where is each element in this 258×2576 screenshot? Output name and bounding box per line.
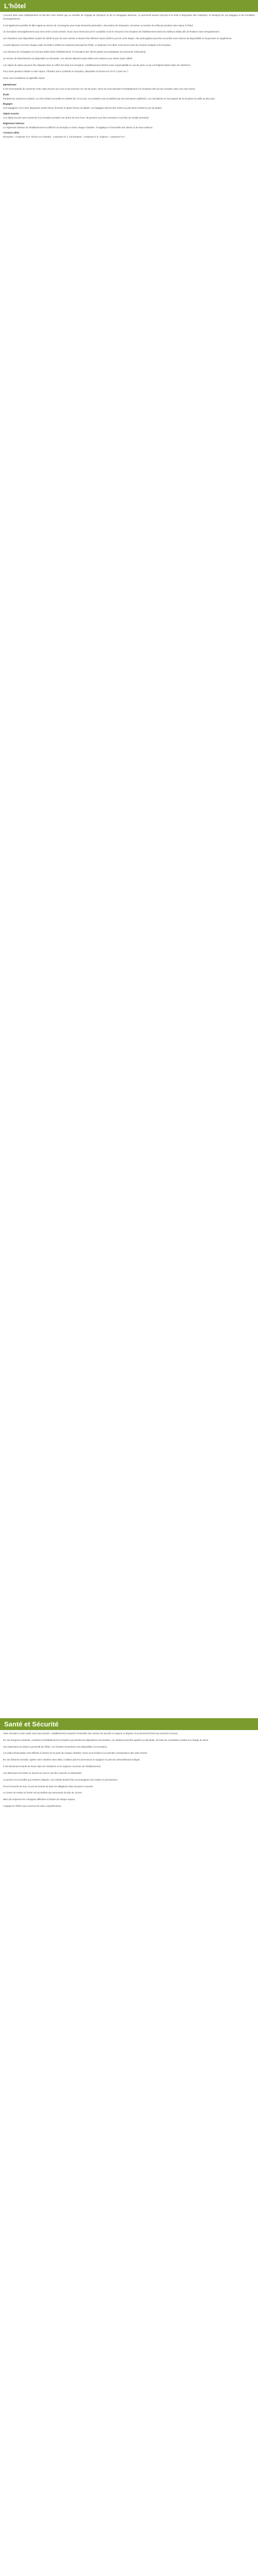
section-sante [0, 1718, 258, 2576]
contacts-heading: Contacts utiles [3, 131, 20, 134]
sante-text-block [0, 1732, 258, 2576]
sante-paragraph: Les plans d'évacuation sont affichés à l'arrière de la porte de chaque chambre. Nous vous invitons à en prendre connaissance dès votre arrivée. [3, 1752, 148, 1755]
sante-paragraph: En cas d'alarme incendie, quittez votre chambre sans délai, n'utilisez pas les ascenseurs et rejoignez le point de rassemblement indiqué. [3, 1758, 140, 1761]
sante-paragraph: Les détecteurs de fumée ne doivent en aucun cas être couverts ou désactivés. [3, 1771, 83, 1774]
hotel-paragraph: Un service de blanchisserie est disponible sur demande. Les articles déposés avant 9h00 sont rendus le jour même avant 18h00. [3, 57, 133, 60]
important-text: Il est recommandé de conserver votre carte d'accès sur vous à tout moment. En cas de perte, merci de vous adresser immédiatement à la réception afin qu'une nouvelle carte vous soit remise. [3, 87, 196, 90]
hotel-paragraph: Pour toute question relative à votre séjour, n'hésitez pas à contacter la réception, disponible 24 heures sur 24 et 7 jours sur 7. [3, 70, 129, 73]
hotel-paragraph: Les objets de valeur peuvent être déposés dans le coffre-fort situé à la réception. L'établissement décline toute responsabilité en cas de perte ou de vol d'objets laissés dans les chambres. [3, 63, 191, 66]
hotel-paragraph: Les animaux de compagnie ne sont pas admis dans l'établissement, à l'exception des chiens guides accompagnant une personne malvoyante. [3, 50, 147, 53]
sante-paragraph: Pour la sécurité de tous, le port du bonnet de bain est obligatoire dans la piscine couverte. [3, 1785, 94, 1788]
rules-text: Le règlement intérieur de l'établissement est affiché à la réception et dans chaque chambre. Il s'applique à l'ensemble des clients et de leurs visiteurs. [3, 126, 153, 129]
hotel-paragraph: Il est également possible de faire appel au service de conciergerie pour toute demande particulière, réservation de restaurant, excursion ou location de véhicule pendant votre séjour à l'hôtel. [3, 24, 194, 27]
lost-found-heading: Objets trouvés [3, 112, 19, 115]
lost-found-text: Les objets trouvés sont conservés à la réception pendant une durée de trois mois. Ils peuvent vous être renvoyés à vos frais sur simple demande. [3, 116, 150, 119]
hotel-text-block [0, 14, 258, 1714]
sante-paragraph: En cas d'urgence médicale, contactez immédiatement la réception qui prendra les dispositions nécessaires. Un médecin peut être appelé sur demande, les frais de consultation restant à la charge du client. [3, 1738, 209, 1741]
bagages-text: Une bagagerie est à votre disposition avant l'heure d'arrivée et après l'heure de départ. Les bagages doivent être retirés au plus tard à 22h00 le jour du départ. [3, 107, 163, 110]
ecole-text: Pendant les vacances scolaires, un club enfants accueille les enfants de 4 à 12 ans. Les activités sont encadrées par des animateurs diplômés. Les inscriptions se font auprès de la réception la veille au plus tard. [3, 97, 215, 100]
hotel-section-title: L'hôtel [0, 0, 258, 12]
contacts-text: Réception : composez le 9. Service en chambre : composez le 3. Conciergerie : composez le 5. Urgence : composez le 0. [3, 135, 125, 139]
rules-heading: Règlement intérieur [3, 122, 25, 125]
important-heading: IMPORTANT [3, 83, 17, 87]
sante-paragraph: Une pharmacie est située à proximité de l'hôtel. Les horaires d'ouverture sont disponibles à la réception. [3, 1745, 108, 1748]
sante-paragraph: Il est strictement interdit de fumer dans les chambres et les espaces communs de l'établissement. [3, 1765, 101, 1768]
sante-paragraph: Le centre de remise en forme est accessible aux personnes de plus de 16 ans. [3, 1791, 83, 1794]
sante-paragraph: Merci de respecter les consignes affichées à l'entrée de chaque espace. [3, 1798, 76, 1801]
sante-paragraph: Votre sécurité et votre santé sont notre priorité. L'établissement respecte l'ensemble des normes de sécurité en vigueur et dispose d'un personnel formé aux premiers secours. [3, 1732, 179, 1735]
sante-paragraph: La piscine est surveillée aux horaires indiqués. Les enfants doivent être accompagnés d'un adulte en permanence. [3, 1778, 118, 1781]
hotel-paragraph: Le petit déjeuner est servi chaque matin de 6h30 à 10h00 au restaurant principal de l'hôtel. Le déjeuner et le dîner sont servis selon les horaires indiqués à la réception. [3, 44, 171, 47]
hotel-paragraph: L'accueil dans votre établissement se fait dès votre arrivée par un membre de l'équipe de l'aéroport ou de la compagnie aérienne. Le personnel assure l'accueil et la mise à disposition des chambres, le transport de vos bagages et les formalités d'enregistrement. [3, 14, 255, 20]
hotel-paragraph: Les chambres sont disponibles à partir de 15h00 le jour de votre arrivée et doivent être libérées avant 11h00 le jour de votre départ. Une prolongation peut être accordée sous réserve de disponibilité et moyennant un supplément. [3, 37, 232, 40]
ecole-heading: École [3, 93, 9, 96]
sante-paragraph: L'équipe de l'hôtel vous remercie de votre compréhension. [3, 1805, 62, 1808]
hotel-paragraph: Un formulaire d'enregistrement vous sera remis à votre arrivée. Nous vous remercions de le compléter et de le retourner à la réception de l'établissement dans les meilleurs délais afin de finaliser votre enregistrement. [3, 30, 220, 33]
hotel-paragraph: Nous vous souhaitons un agréable séjour. [3, 77, 45, 80]
bagages-heading: Bagages [3, 103, 13, 106]
sante-section-title: Santé et Sécurité [0, 1718, 258, 1730]
